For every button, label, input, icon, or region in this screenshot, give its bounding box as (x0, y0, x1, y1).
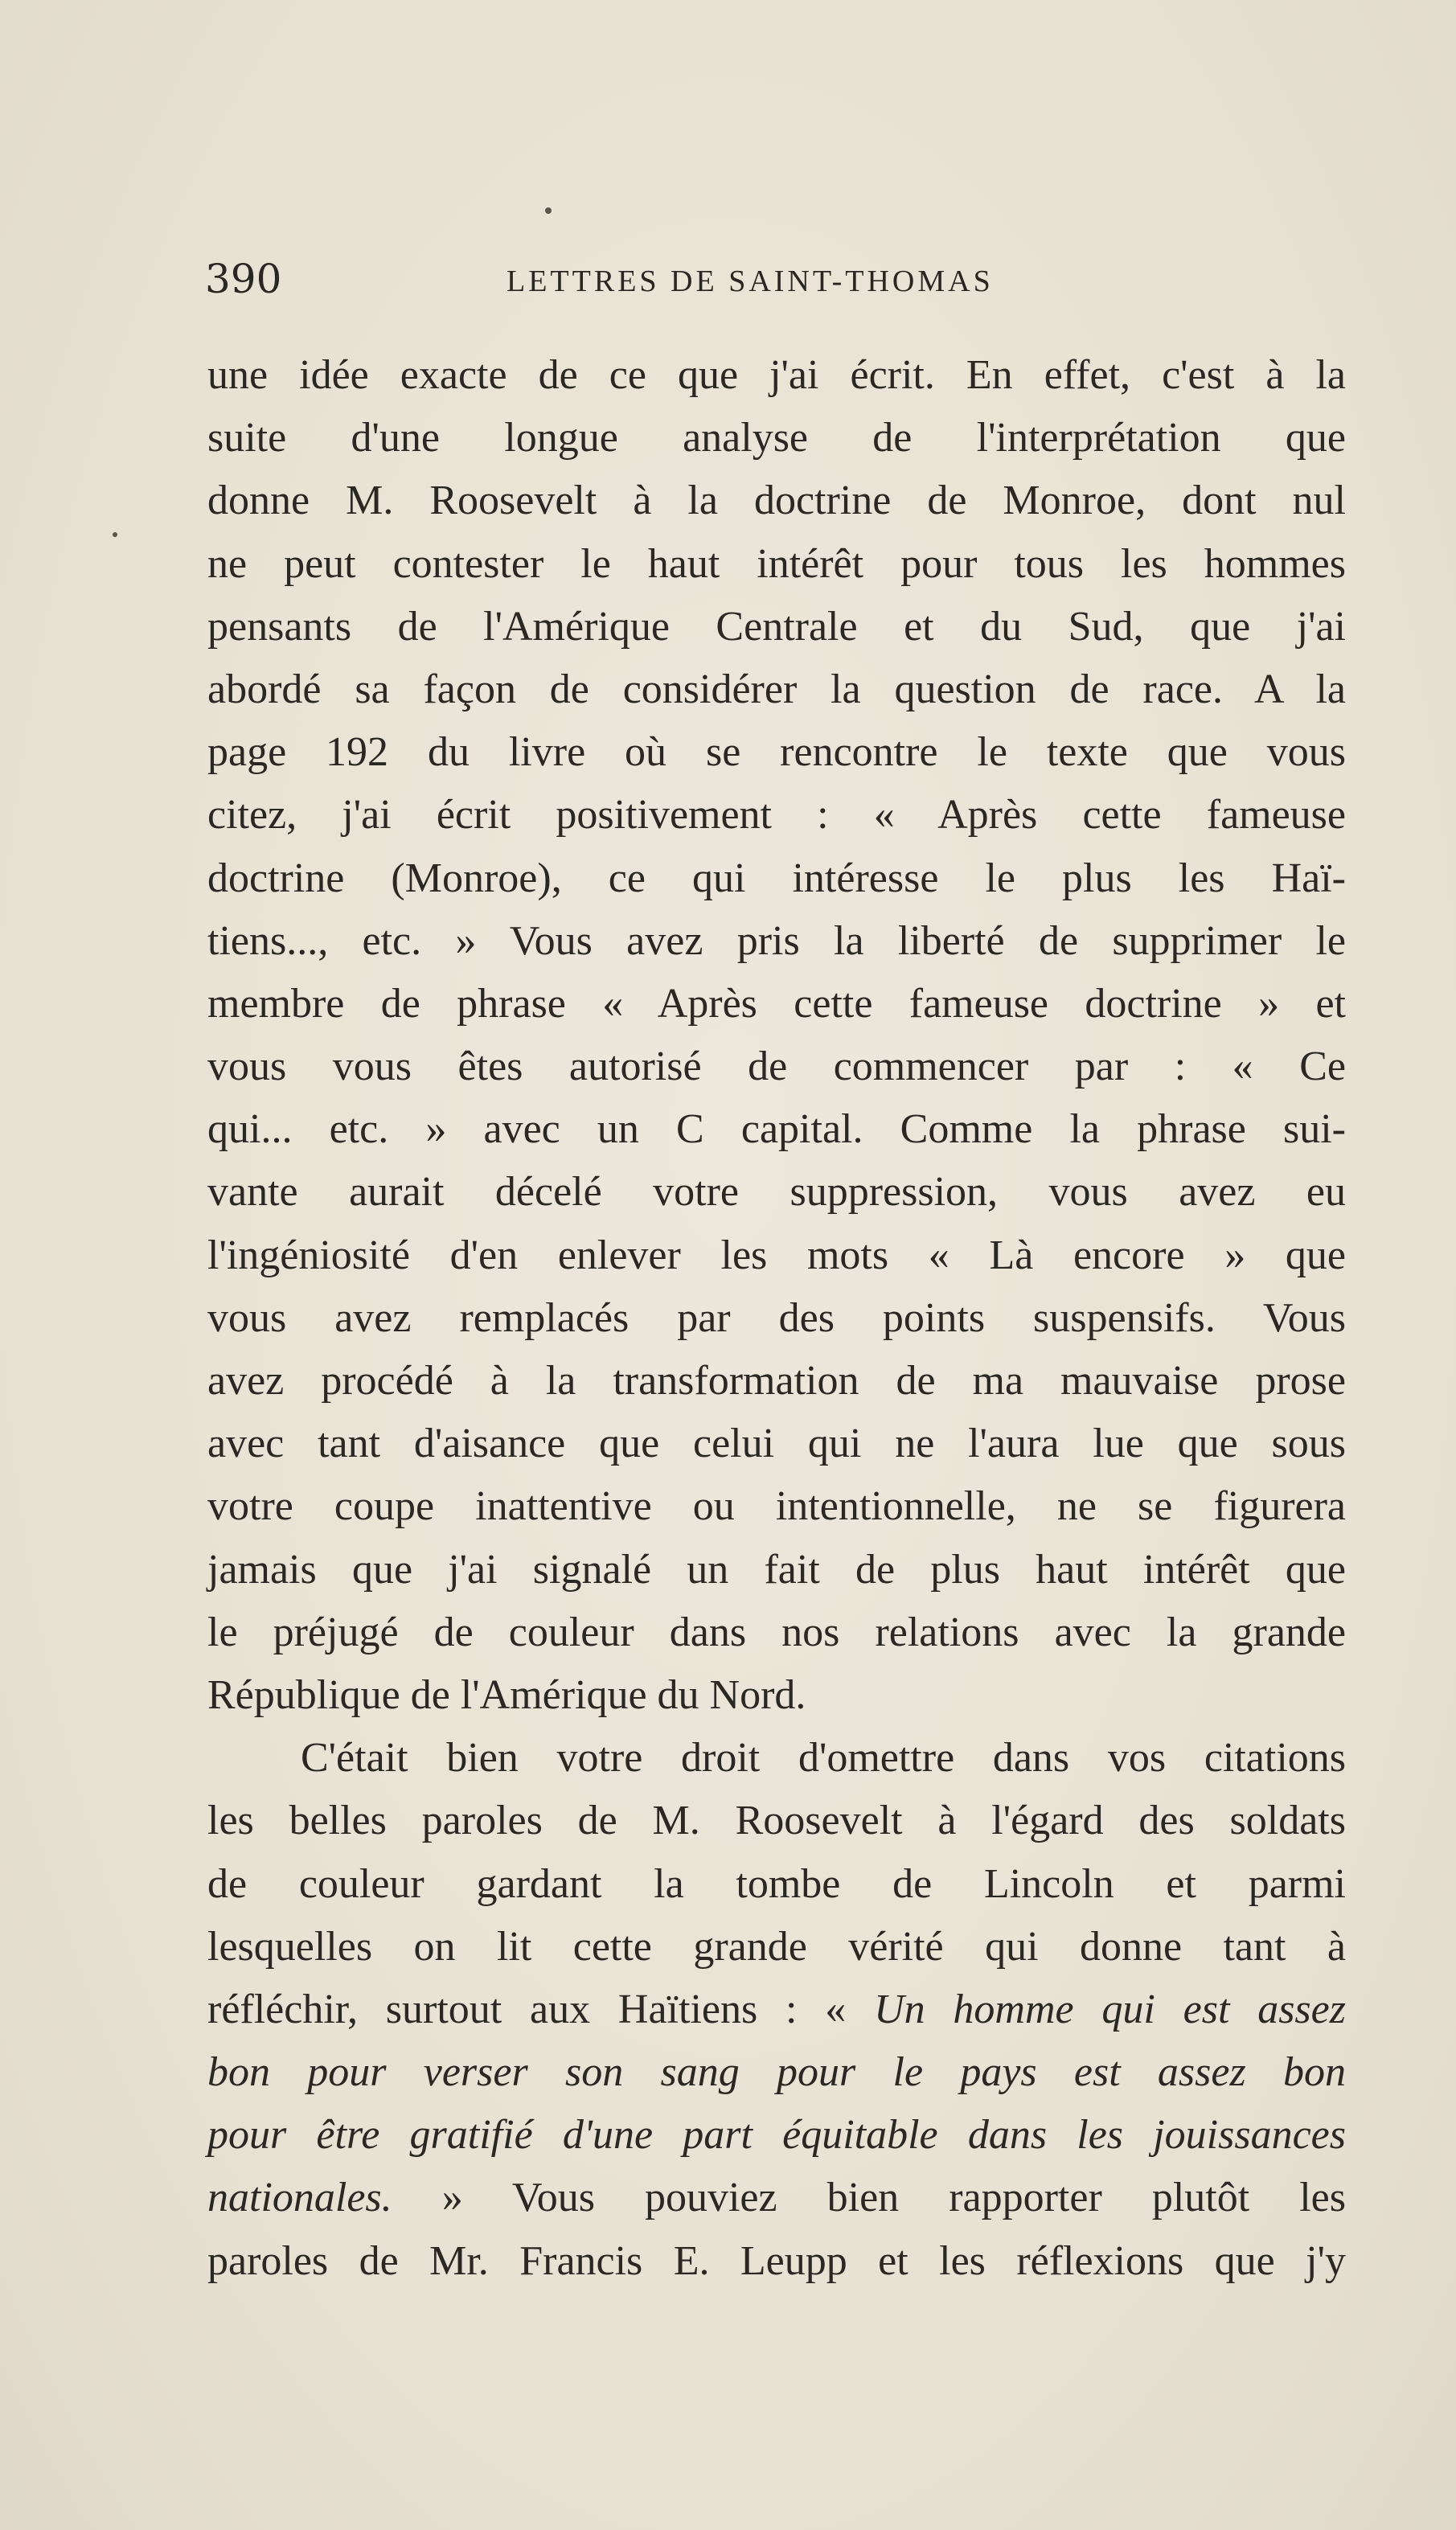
text-line: l'ingéniosité d'en enlever les mots « Là encore » que (207, 1232, 1346, 1278)
text-line: votre coupe inattentive ou intentionnelle, ne se figurera (207, 1483, 1346, 1530)
text-line: le préjugé de couleur dans nos relations avec la grande (207, 1609, 1346, 1655)
body-text (207, 344, 1346, 2293)
text-line: ne peut contester le haut intérêt pour tous les hommes (207, 540, 1346, 587)
text-line: avec tant d'aisance que celui qui ne l'aura lue que sous (207, 1421, 1346, 1467)
quote-italic-line: pour être gratifié d'une part équitable dans les jouissances (207, 2112, 1346, 2159)
text-line: vante aurait décelé votre suppression, vous avez eu (207, 1169, 1346, 1216)
text-line: donne M. Roosevelt à la doctrine de Monroe, dont nul (207, 478, 1346, 524)
text-line: lesquelles on lit cette grande vérité qui donne tant à (207, 1923, 1346, 1970)
text-line: tiens..., etc. » Vous avez pris la liberté de supprimer le (207, 917, 1346, 964)
running-title: LETTRES DE SAINT-THOMAS (507, 264, 994, 298)
text-line: les belles paroles de M. Roosevelt à l'égard des soldats (207, 1798, 1346, 1844)
text-line: avez procédé à la transformation de ma mauvaise prose (207, 1358, 1346, 1404)
text-line: jamais que j'ai signalé un fait de plus haut intérêt que (207, 1546, 1346, 1593)
text-line: membre de phrase « Après cette fameuse doctrine » et (207, 980, 1346, 1027)
quote-italic: nationales. (207, 2175, 392, 2221)
text-line: suite d'une longue analyse de l'interprétation que (207, 415, 1346, 461)
ink-speck (545, 207, 552, 214)
text-line: vous vous êtes autorisé de commencer par : « Ce (207, 1044, 1346, 1090)
paragraph-end-line: République de l'Amérique du Nord. (207, 1671, 806, 1718)
paragraph-start-line: C'était bien votre droit d'omettre dans vos citations (301, 1735, 1346, 1782)
text-line: de couleur gardant la tombe de Lincoln et parmi (207, 1860, 1346, 1907)
text-line: doctrine (Monroe), ce qui intéresse le plus les Haï- (207, 855, 1346, 901)
text-line: pensants de l'Amérique Centrale et du Sud, que j'ai (207, 603, 1346, 650)
page-number: 390 (205, 256, 282, 302)
quote-italic: Un homme qui est assez (874, 1986, 1346, 2032)
text-line (207, 2167, 1346, 2229)
text-line: une idée exacte de ce que j'ai écrit. En effet, c'est à la (207, 352, 1346, 398)
text-line: abordé sa façon de considérer la question de race. A la (207, 666, 1346, 712)
page-header (205, 256, 1347, 312)
text-line (207, 1978, 1346, 2041)
text-line: qui... etc. » avec un C capital. Comme la phrase sui- (207, 1106, 1346, 1153)
ink-speck (113, 532, 117, 537)
text-line: page 192 du livre où se rencontre le texte que vous (207, 729, 1346, 776)
line-text-roman: réfléchir, surtout aux Haïtiens : « (207, 1986, 875, 2032)
text-line: citez, j'ai écrit positivement : « Après cette fameuse (207, 792, 1346, 839)
quote-italic-line: bon pour verser son sang pour le pays est assez bon (207, 2049, 1346, 2096)
line-text-roman: » Vous pouviez bien rapporter plutôt les (392, 2175, 1346, 2221)
text-line: vous avez remplacés par des points suspensifs. Vous (207, 1294, 1346, 1341)
text-line: paroles de Mr. Francis E. Leupp et les réflexions que j'y (207, 2237, 1346, 2284)
